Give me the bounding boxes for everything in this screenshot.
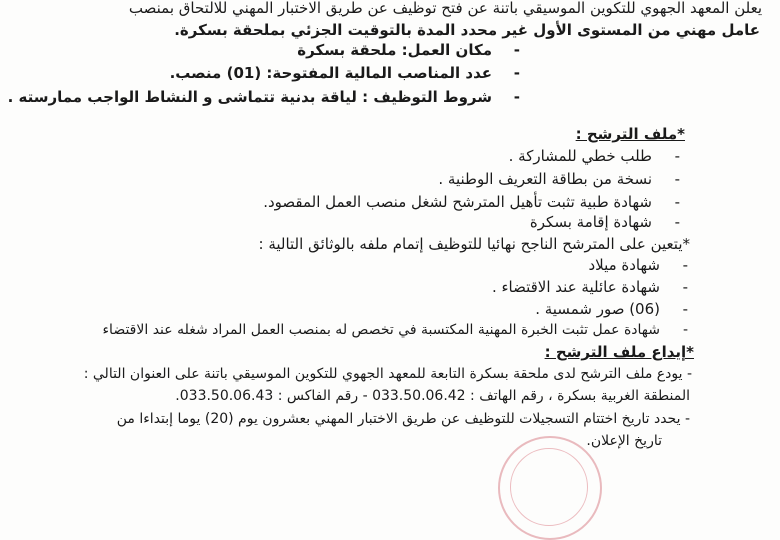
intro-line-2: عامل مهني من المستوى الأول غير محدد المدة بالتوقيت الجزئي بملحقة بسكرة. (174, 21, 760, 39)
detail-text: عدد المناصب المالية المفتوحة: (01) منصب. (169, 64, 492, 82)
item-text: شهادة ميلاد (588, 256, 660, 274)
file-item: -شهادة إقامة بسكرة (529, 213, 680, 231)
detail-text: مكان العمل: ملحقة بسكرة (297, 41, 492, 59)
final-heading: *يتعين على المترشح الناجح نهائيا للتوظيف إتمام ملفه بالوثائق التالية : (258, 235, 690, 253)
final-item: -شهادة ميلاد (588, 256, 688, 274)
detail-conditions: -شروط التوظيف : لياقة بدنية تتماشى و النشاط الواجب ممارسته . (7, 88, 520, 106)
deposit-line-3: - يحدد تاريخ اختتام التسجيلات للتوظيف عن طريق الاختبار المهني بعشرون يوم (20) يوما إبتداءا من (116, 411, 690, 427)
deposit-line-2: المنطقة الغربية بسكرة ، رقم الهاتف : 033.50.06.42 - رقم الفاكس : 033.50.06.43. (175, 388, 690, 404)
deposit-line-4: تاريخ الإعلان. (586, 433, 662, 449)
final-item: -شهادة عمل تثبت الخبرة المهنية المكتسبة في تخصص له بمنصب العمل المراد شغله عند الاقتضاء (102, 322, 688, 338)
item-text: شهادة طبية تثبت تأهيل المترشح لشغل منصب العمل المقصود. (263, 193, 652, 211)
file-item: -شهادة طبية تثبت تأهيل المترشح لشغل منصب العمل المقصود. (263, 193, 680, 211)
item-text: شهادة عائلية عند الاقتضاء . (491, 278, 660, 296)
file-heading: *ملف الترشح : (575, 125, 685, 143)
deposit-heading: *إيداع ملف الترشح : (544, 343, 694, 361)
deposit-line-1: - يودع ملف الترشح لدى ملحقة بسكرة التابعة للمعهد الجهوي للتكوين الموسيقي باتنة على العنوان التالي : (83, 366, 692, 382)
detail-positions: -عدد المناصب المالية المفتوحة: (01) منصب. (169, 64, 520, 82)
item-text: نسخة من بطاقة التعريف الوطنية . (438, 170, 652, 188)
detail-work-place: -مكان العمل: ملحقة بسكرة (297, 41, 520, 59)
item-text: شهادة عمل تثبت الخبرة المهنية المكتسبة في تخصص له بمنصب العمل المراد شغله عند الاقتضاء (102, 322, 660, 338)
final-item: -شهادة عائلية عند الاقتضاء . (491, 278, 688, 296)
file-item: -نسخة من بطاقة التعريف الوطنية . (438, 170, 680, 188)
file-item: -طلب خطي للمشاركة . (508, 147, 680, 165)
intro-line-1: يعلن المعهد الجهوي للتكوين الموسيقي باتنة عن فتح توظيف عن طريق الاختبار المهني للالتحاق بمنصب (128, 0, 762, 17)
official-stamp-inner-ring (510, 448, 588, 526)
item-text: (06) صور شمسية . (535, 300, 660, 318)
detail-text: شروط التوظيف : لياقة بدنية تتماشى و النشاط الواجب ممارسته . (7, 88, 492, 106)
final-item: -(06) صور شمسية . (535, 300, 688, 318)
item-text: طلب خطي للمشاركة . (508, 147, 652, 165)
item-text: شهادة إقامة بسكرة (529, 213, 652, 231)
